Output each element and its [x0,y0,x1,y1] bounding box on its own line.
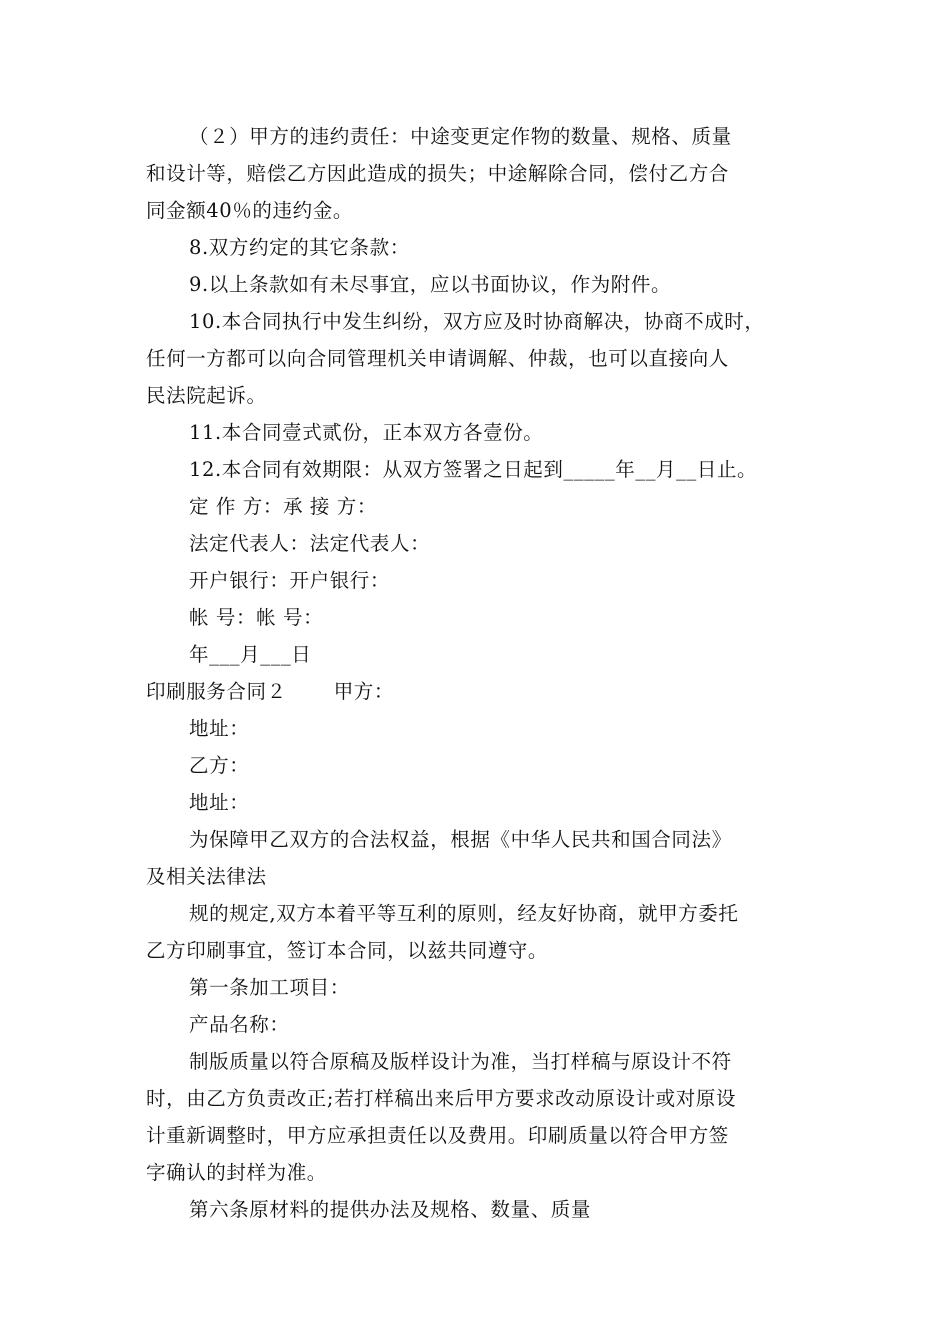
text-line: 地址： [189,791,250,814]
party-b [146,747,806,784]
document-body [146,118,806,1228]
text-line: 开户银行：开户银行： [189,569,391,592]
party-b-address [146,784,806,821]
signature-banks [146,562,806,599]
text-line: 为保障甲乙双方的合法权益，根据《中华人民共和国合同法》 [189,828,732,851]
text-line: 规的规定,双方本着平等互利的原则，经友好协商，就甲方委托 [189,902,739,925]
text-line: 任何一方都可以向合同管理机关申请调解、仲裁，也可以直接向人 [146,347,729,370]
text-line: 法定代表人：法定代表人： [189,532,431,555]
text-line: 民法院起诉。 [146,384,267,407]
party-a-label: 甲方： [333,680,395,703]
text-line: 和设计等，赔偿乙方因此造成的损失；中途解除合同，偿付乙方合 [146,162,729,185]
paragraph-clause-11 [146,414,806,451]
paragraph-quality [146,1043,806,1191]
contract-title: 印刷服务合同２ [146,680,287,703]
text-line: 8.双方约定的其它条款： [189,236,410,259]
text-line: 11.本合同壹式贰份，正本双方各壹份。 [189,421,544,444]
text-line: 计重新调整时，甲方应承担责任以及费用。印刷质量以符合甲方签 [146,1124,729,1147]
text-line: 乙方： [189,754,250,777]
text-line: 产品名称： [189,1013,290,1036]
text-line [146,673,806,710]
text-line: 年___月___日 [189,643,312,666]
text-line: 9.以上条款如有未尽事宜，应以书面协议，作为附件。 [189,273,672,296]
product-name [146,1006,806,1043]
contract-2-heading [146,673,806,710]
paragraph-clause-8 [146,229,806,266]
text-line: 10.本合同执行中发生纠纷，双方应及时协商解决，协商不成时， [189,310,765,333]
text-line: 12.本合同有效期限：从双方签署之日起到_____年__月__日止。 [189,458,758,481]
text-line: 第六条原材料的提供办法及规格、数量、质量 [189,1198,592,1221]
paragraph-clause-9 [146,266,806,303]
text-line: 定 作 方：承 接 方： [189,495,377,518]
paragraph-preamble [146,821,806,895]
text-line: 第一条加工项目： [189,976,350,999]
signature-parties [146,488,806,525]
text-line: （２）甲方的违约责任：中途变更定作物的数量、规格、质量 [189,125,732,148]
paragraph-clause-10 [146,303,806,414]
text-line: 时，由乙方负责改正;若打样稿出来后甲方要求改动原设计或对原设 [146,1087,737,1110]
paragraph-breach-liability [146,118,806,229]
text-line: 字确认的封样为准。 [146,1161,327,1184]
text-line: 同金额40％的违约金。 [146,199,353,222]
paragraph-preamble-continued [146,895,806,969]
text-line: 制版质量以符合原稿及版样设计为准，当打样稿与原设计不符 [189,1050,732,1073]
signature-accounts [146,599,806,636]
party-a-address [146,710,806,747]
text-line: 乙方印刷事宜，签订本合同，以兹共同遵守。 [146,939,549,962]
text-line: 帐 号：帐 号： [189,606,324,629]
text-line: 及相关法律法 [146,865,267,888]
article-1 [146,969,806,1006]
article-6 [146,1191,806,1228]
signature-date [146,636,806,673]
paragraph-clause-12 [146,451,806,488]
text-line: 地址： [189,717,250,740]
signature-representatives [146,525,806,562]
